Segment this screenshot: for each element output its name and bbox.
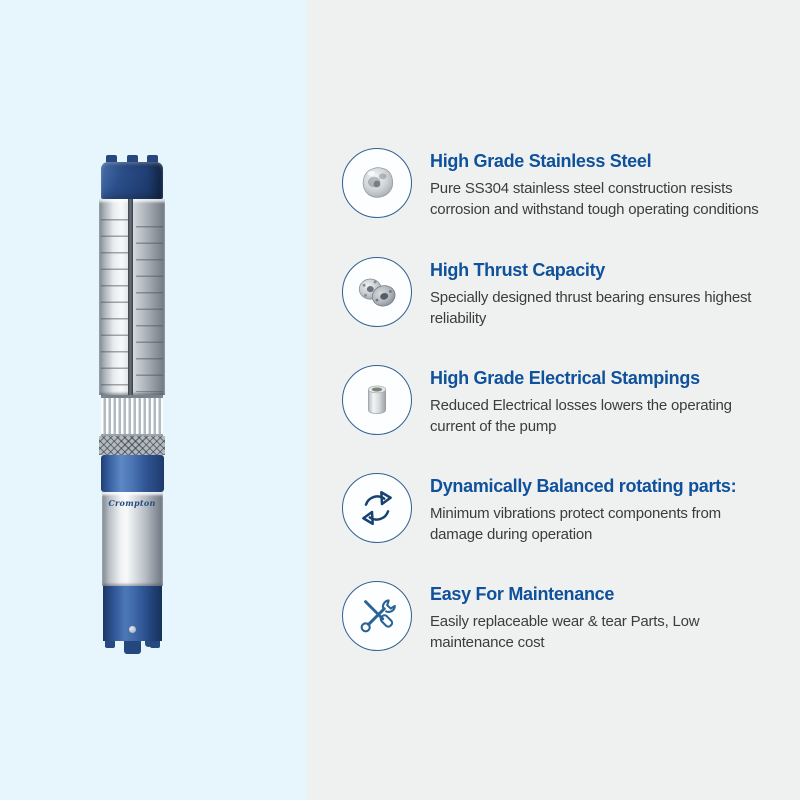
feature-title: High Thrust Capacity — [430, 260, 606, 280]
pump-motor-body — [102, 492, 163, 586]
thrust-bearing-icon — [342, 257, 412, 327]
feature-title: High Grade Electrical Stampings — [430, 368, 700, 388]
feature-row-stainless-steel — [342, 148, 774, 220]
pump-cable-guard — [128, 199, 133, 395]
pump-base-bolt — [129, 626, 136, 633]
feature-description: Specially designed thrust bearing ensures highest reliability — [430, 289, 752, 327]
pump-brand-label: Crompton — [108, 498, 156, 508]
feature-row-thrust-capacity — [342, 257, 774, 329]
submersible-pump-image — [99, 155, 165, 654]
pump-stage-section — [99, 199, 165, 395]
feature-row-dynamically-balanced — [342, 473, 774, 545]
feature-row-easy-maintenance — [342, 581, 774, 653]
pump-coupling-section — [101, 455, 164, 492]
feature-description: Reduced Electrical losses lowers the operating current of the pump — [430, 397, 732, 435]
feature-title: Dynamically Balanced rotating parts: — [430, 476, 737, 496]
stainless-steel-casting-icon — [342, 148, 412, 218]
feature-description: Pure SS304 stainless steel construction resists corrosion and withstand tough operating conditions — [430, 180, 759, 218]
rotation-arrows-icon — [342, 473, 412, 543]
pump-inlet-strainer — [99, 436, 165, 455]
pump-top-bolts — [99, 155, 165, 162]
feature-title: High Grade Stainless Steel — [430, 151, 652, 171]
pump-motor-base — [103, 586, 162, 641]
feature-description: Easily replaceable wear & tear Parts, Low maintenance cost — [430, 613, 700, 651]
electrical-stamping-icon — [342, 365, 412, 435]
wrench-screwdriver-icon — [342, 581, 412, 651]
pump-feet — [103, 641, 162, 654]
pump-top-cap — [101, 162, 163, 199]
pump-valve-section — [101, 395, 163, 436]
feature-description: Minimum vibrations protect components from damage during operation — [430, 505, 721, 543]
feature-title: Easy For Maintenance — [430, 584, 615, 604]
feature-row-electrical-stampings — [342, 365, 774, 437]
